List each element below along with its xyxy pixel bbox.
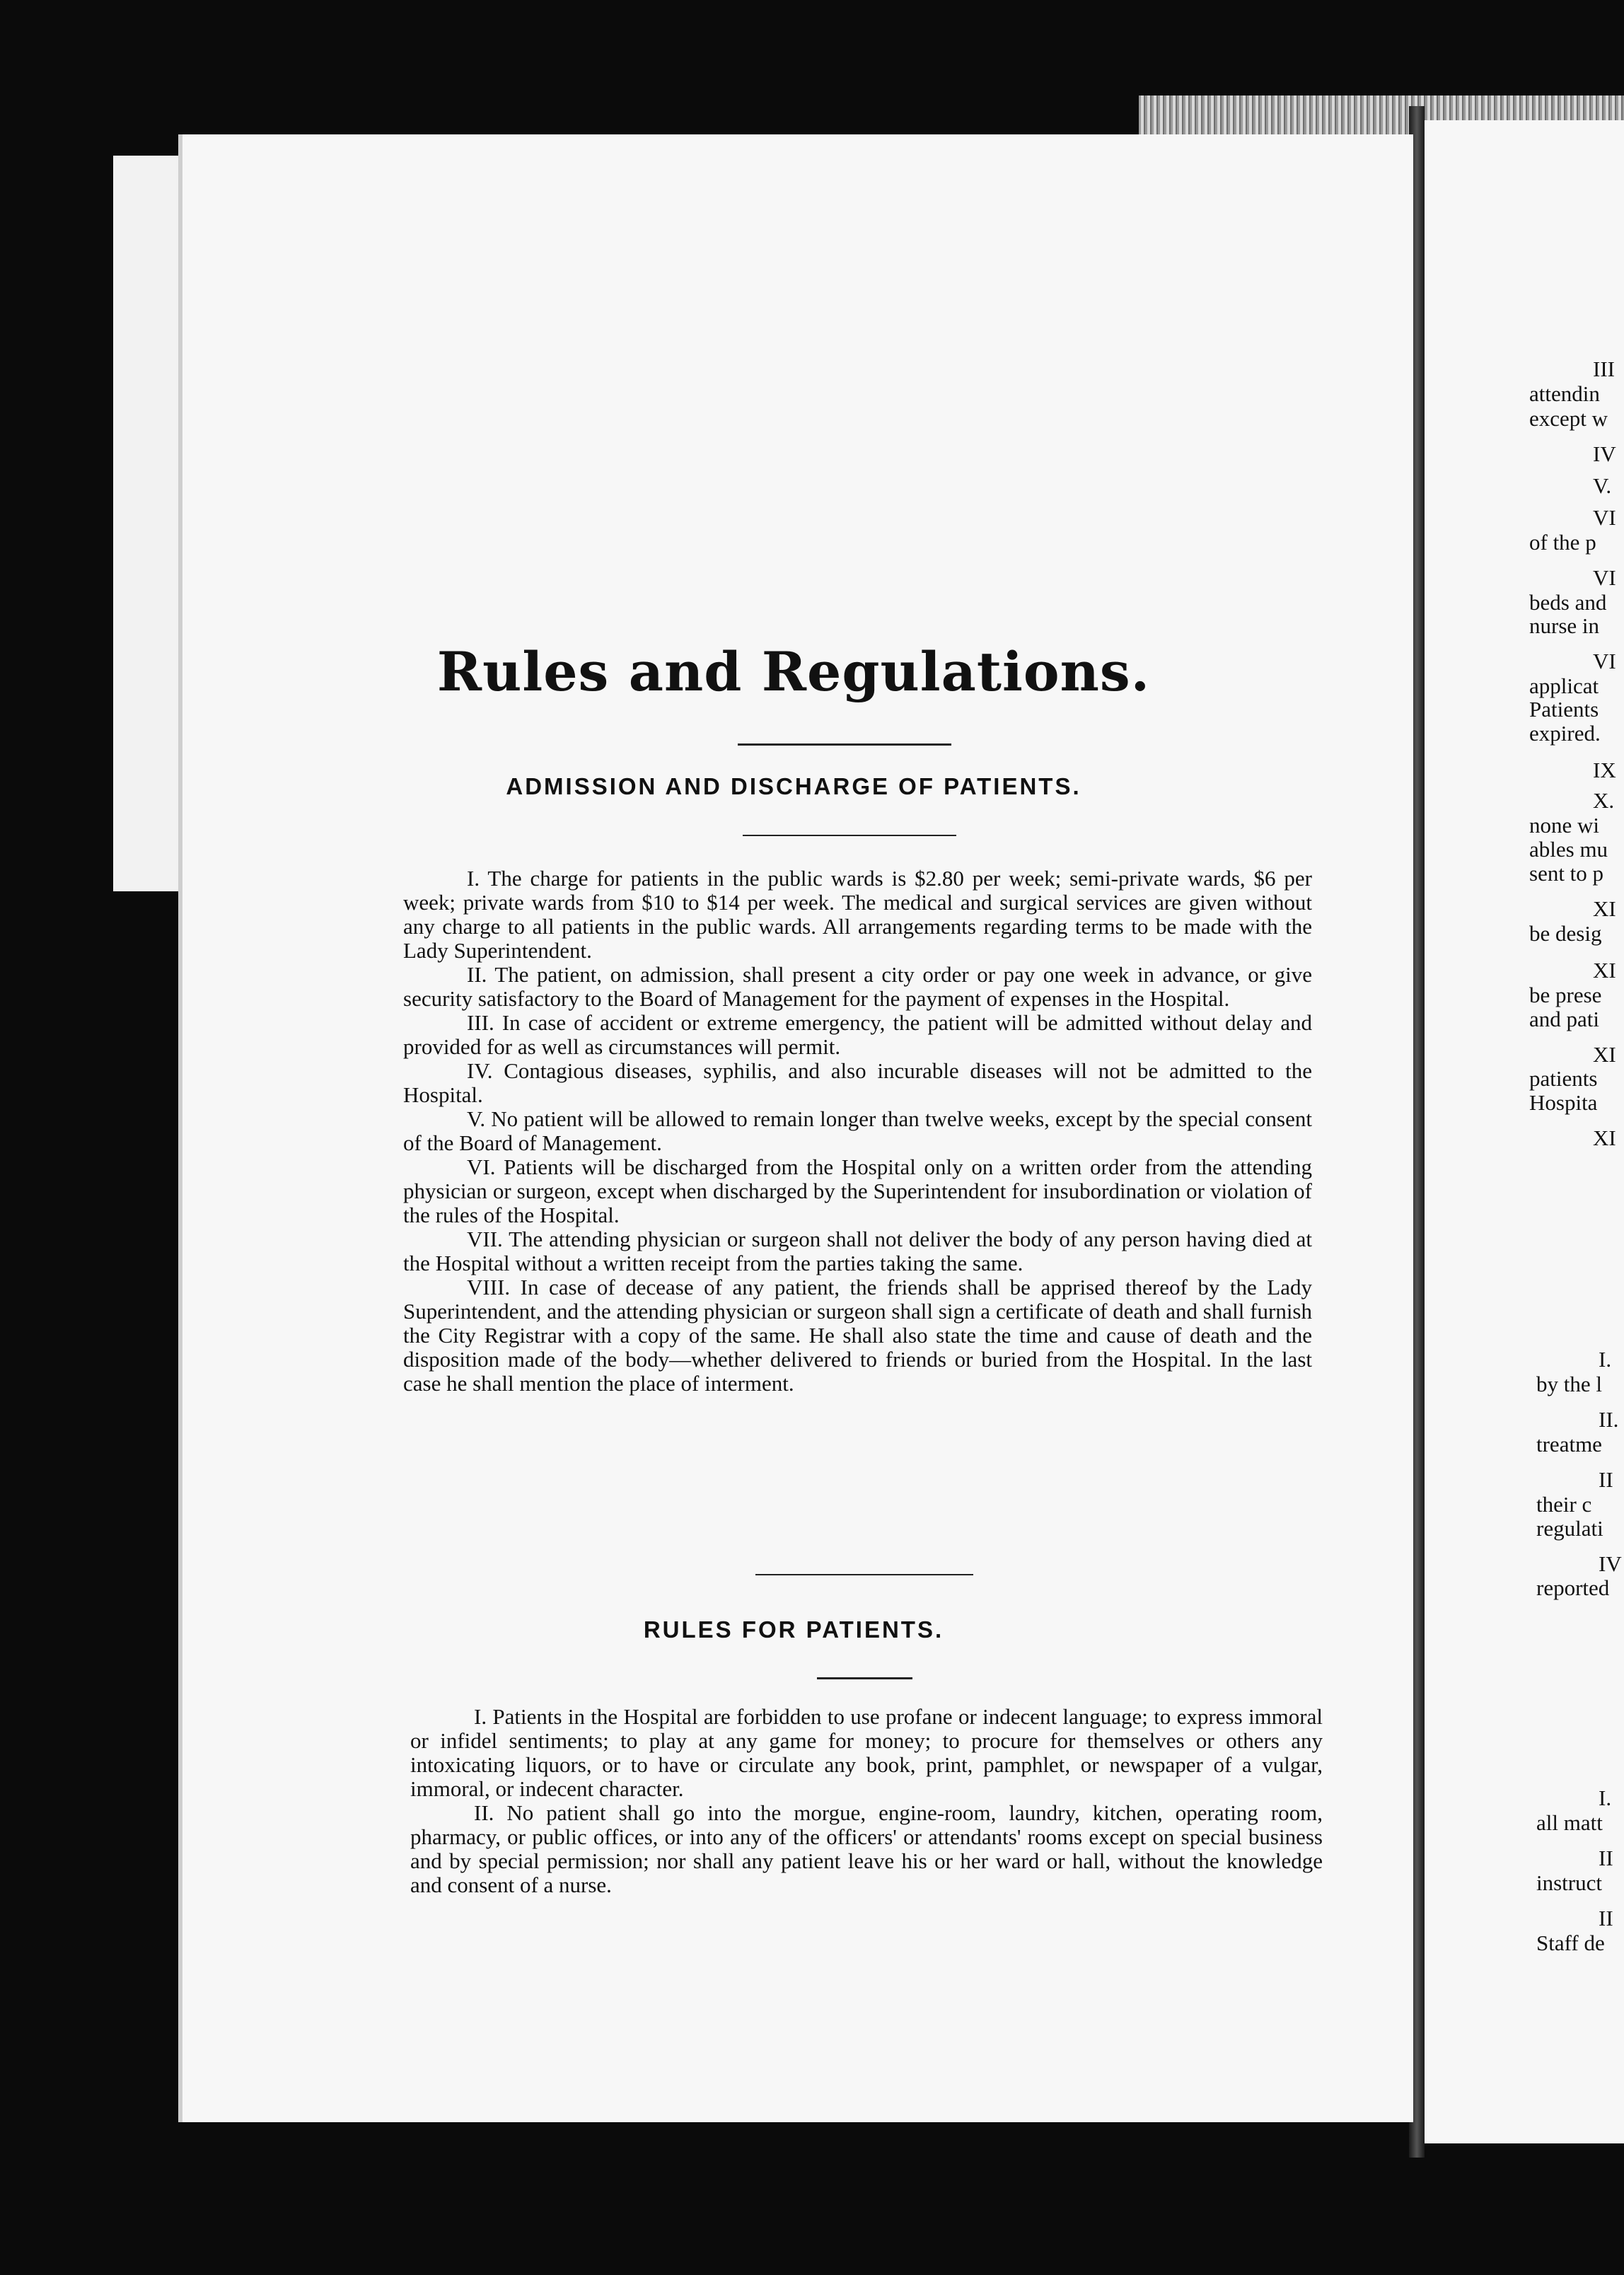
right-fragment: IX bbox=[1593, 758, 1616, 782]
rule-paragraph: VII. The attending physician or surgeon shall not deliver the body of any person having died at the Hospital without a written receipt from the parties taking the same. bbox=[403, 1227, 1312, 1275]
right-fragment: VI bbox=[1593, 649, 1616, 673]
right-fragment: VI bbox=[1593, 565, 1616, 590]
rule-paragraph: V. No patient will be allowed to remain longer than twelve weeks, except by the special consent of the Board of Management. bbox=[403, 1106, 1312, 1155]
rule-paragraph: II. The patient, on admission, shall present a city order or pay one week in advance, or give security satisfactory to the Board of Management for the payment of expenses in the Hospital. bbox=[403, 962, 1312, 1011]
right-fragment: all matt bbox=[1536, 1810, 1603, 1835]
section-divider bbox=[743, 835, 956, 836]
section-divider bbox=[755, 1574, 973, 1575]
right-fragment: XI bbox=[1593, 958, 1616, 983]
right-fragment: Patients bbox=[1529, 697, 1599, 722]
title-divider bbox=[738, 743, 951, 746]
right-fragment: be desig bbox=[1529, 921, 1602, 946]
right-fragment: nurse in bbox=[1529, 613, 1600, 638]
right-fragment: II bbox=[1599, 1906, 1613, 1930]
right-fragment: I. bbox=[1599, 1785, 1612, 1810]
rule-paragraph: IV. Contagious diseases, syphilis, and also incurable diseases will not be admitted to the Hospital. bbox=[403, 1058, 1312, 1107]
section-heading-admission: ADMISSION AND DISCHARGE OF PATIENTS. bbox=[506, 773, 1081, 799]
rule-paragraph: I. The charge for patients in the public wards is $2.80 per week; semi-private wards, $6 per week; private wards from $10 to $14 per week. The medical and surgical services are given without any charge to all patients in the public wards. All arrangements regarding terms to be made with the Lady Superintendent. bbox=[403, 866, 1312, 963]
patient-rules bbox=[410, 1705, 1323, 1897]
right-fragment: regulati bbox=[1536, 1516, 1603, 1541]
right-fragment: patients bbox=[1529, 1066, 1598, 1091]
right-fragment: II bbox=[1599, 1467, 1613, 1492]
right-fragment: reported bbox=[1536, 1575, 1610, 1600]
right-fragment: applicat bbox=[1529, 673, 1599, 698]
right-fragment: ables mu bbox=[1529, 837, 1608, 862]
section-divider bbox=[817, 1677, 912, 1679]
right-fragment: II bbox=[1599, 1846, 1613, 1870]
right-fragment: expired. bbox=[1529, 721, 1601, 746]
rule-paragraph: III. In case of accident or extreme emergency, the patient will be admitted without delay and provided for as well as circumstances will permit. bbox=[403, 1010, 1312, 1059]
right-fragment: beds and bbox=[1529, 590, 1607, 615]
right-fragment: X. bbox=[1593, 788, 1615, 813]
right-fragment: XI bbox=[1593, 1042, 1616, 1067]
right-fragment: attendin bbox=[1529, 381, 1600, 406]
right-fragment: instruct bbox=[1536, 1870, 1602, 1895]
admission-rules bbox=[403, 867, 1312, 1396]
right-fragment: V. bbox=[1593, 473, 1612, 498]
right-fragment: VI bbox=[1593, 505, 1616, 530]
right-fragment: II. bbox=[1599, 1407, 1619, 1432]
right-fragment: XI bbox=[1593, 1125, 1616, 1150]
page-title: Rules and Regulations. bbox=[436, 640, 1151, 703]
right-fragment: their c bbox=[1536, 1492, 1592, 1517]
rule-paragraph: VIII. In case of decease of any patient, the friends shall be apprised thereof by the Lady Superintendent, and the attending physician or surgeon shall sign a certificate of death and shall furnish the City Registrar with a copy of the same. He shall also state the time and cause of death and the disposition made of the body—whether delivered to friends or buried from the Hospital. In the last case he shall mention the place of interment. bbox=[403, 1275, 1312, 1396]
rule-paragraph: II. No patient shall go into the morgue, engine-room, laundry, kitchen, operating room, pharmacy, or public offices, or into any of the officers' or attendants' rooms except on special business and by special permission; nor shall any patient leave his or her ward or hall, without the knowledge and consent of a nurse. bbox=[410, 1800, 1323, 1897]
right-fragment: except w bbox=[1529, 406, 1608, 431]
left-flap bbox=[113, 156, 180, 891]
right-fragment: and pati bbox=[1529, 1007, 1599, 1031]
right-fragment: none wi bbox=[1529, 813, 1600, 838]
right-fragment: treatme bbox=[1536, 1432, 1602, 1457]
right-fragment: IV bbox=[1599, 1551, 1622, 1576]
right-fragment: sent to p bbox=[1529, 861, 1604, 886]
rule-paragraph: VI. Patients will be discharged from the Hospital only on a written order from the attending physician or surgeon, except when discharged by the Superintendent for insubordination or violation of the rules of the Hospital. bbox=[403, 1154, 1312, 1227]
right-fragment: IV bbox=[1593, 441, 1616, 466]
right-fragment: of the p bbox=[1529, 530, 1596, 555]
right-fragment: III bbox=[1593, 357, 1615, 381]
rule-paragraph: I. Patients in the Hospital are forbidden to use profane or indecent language; to express immoral or infidel sentiments; to play at any game for money; to procure for themselves or others any intoxicating liquors, or to have or circulate any book, print, pamphlet, or newspaper of a vulgar, immoral, or indecent character. bbox=[410, 1704, 1323, 1801]
right-fragment: Staff de bbox=[1536, 1930, 1605, 1955]
right-fragment: Hospita bbox=[1529, 1090, 1598, 1115]
section-heading-patients: RULES FOR PATIENTS. bbox=[643, 1616, 944, 1643]
right-fragment: I. bbox=[1599, 1347, 1612, 1372]
right-fragment: be prese bbox=[1529, 983, 1602, 1007]
right-fragment: by the l bbox=[1536, 1372, 1602, 1396]
right-fragment: XI bbox=[1593, 896, 1616, 921]
